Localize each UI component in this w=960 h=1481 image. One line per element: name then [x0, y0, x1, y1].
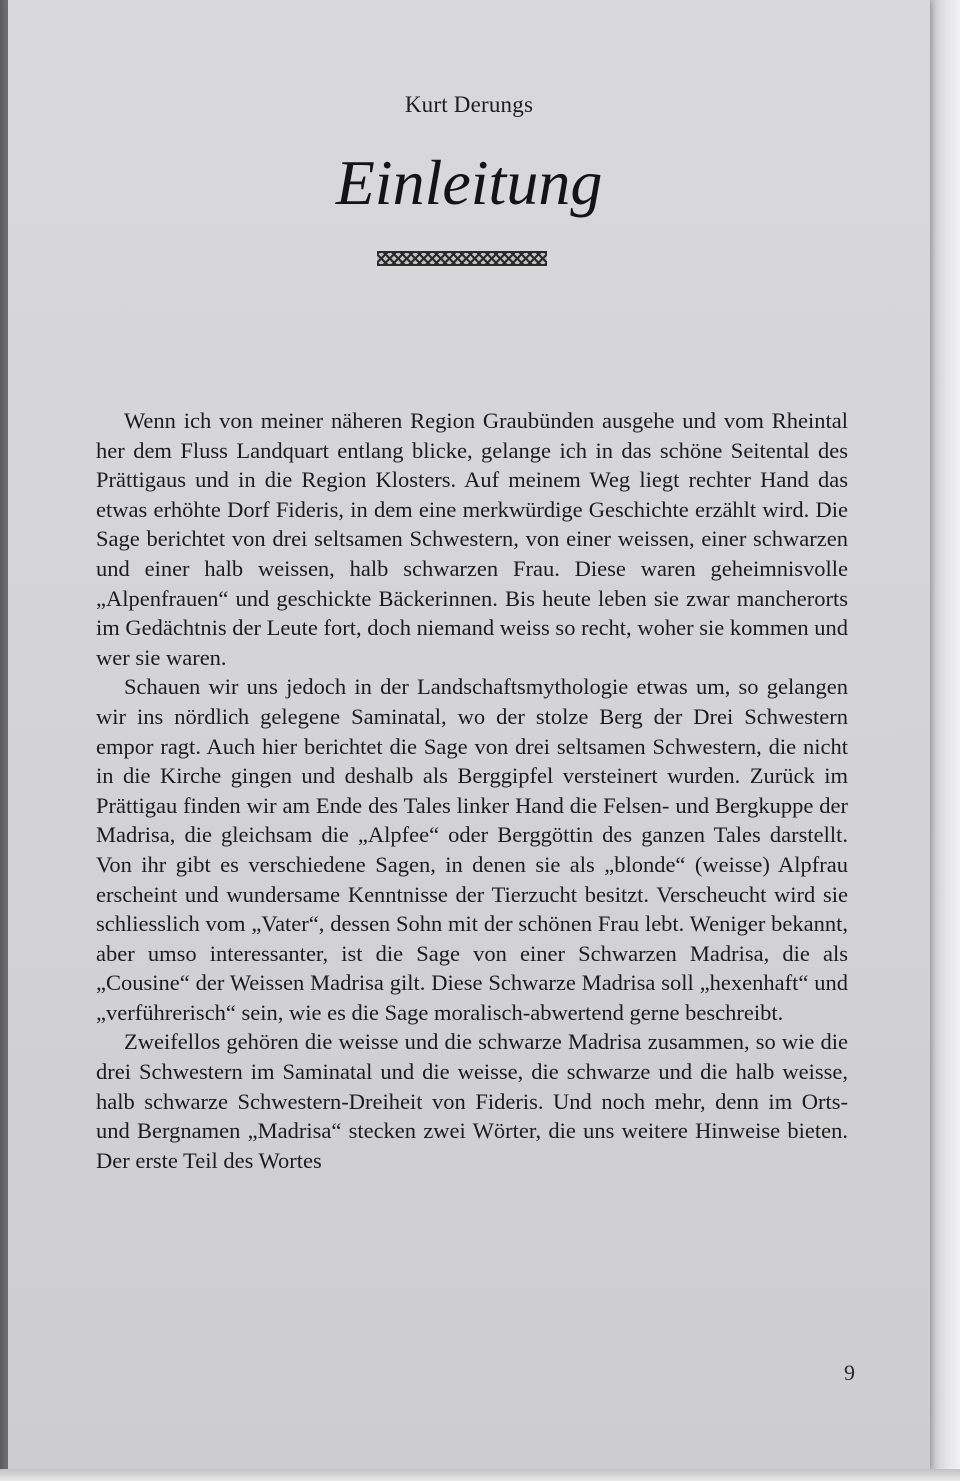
paragraph: Schauen wir uns jedoch in der Landschaftsmythologie etwas um, so gelangen wir ins nördlich gelegene Saminatal, wo der stolze Berg der Drei Schwestern empor ragt. Auch hier berichtet die Sage von drei seltsamen Schwestern, die nicht in die Kirche gingen und deshalb als Berggipfel versteinert wurden. Zurück im Prättigau finden wir am Ende des Tales linker Hand die Felsen- und Bergkuppe der Madrisa, die gleichsam die „Alpfee“ oder Berggöttin des ganzen Tales darstellt. Von ihr gibt es verschiedene Sagen, in denen sie als „blonde“ (weisse) Alpfrau erscheint und wundersame Kenntnisse der Tierzucht besitzt. Verscheucht wird sie schliesslich vom „Vater“, dessen Sohn mit der schönen Frau lebt. Weniger bekannt, aber umso interessanter, ist die Sage von einer Schwarzen Madrisa, die als „Cousine“ der Weissen Madrisa gilt. Diese Schwarze Madrisa soll „hexenhaft“ und „verführerisch“ sein, wie es die Sage moralisch-abwertend gerne beschreibt. — [96, 674, 848, 1025]
paragraph: Wenn ich von meiner näheren Region Graubünden ausgehe und vom Rheintal her dem Fluss Landquart entlang blicke, gelange ich in das schöne Seitental des Prättigaus und in die Region Klosters. Auf meinem Weg liegt rechter Hand das etwas erhöhte Dorf Fideris, in dem eine merkwürdige Geschichte erzählt wird. Die Sage berichtet von drei seltsamen Schwestern, von einer weissen, einer schwarzen und einer halb weissen, halb schwarzen Frau. Diese waren geheimnisvolle „Alpenfrauen“ und geschickte Bäckerinnen. Bis heute leben sie zwar mancherorts im Gedächtnis der Leute fort, doch niemand weiss so recht, woher sie kommen und wer sie waren. — [96, 408, 848, 670]
chapter-title: Einleitung — [335, 147, 603, 218]
body-text — [96, 406, 848, 1175]
page-bottom-edge — [0, 1469, 960, 1481]
ornament-divider — [377, 251, 547, 266]
page-number: 9 — [844, 1360, 855, 1385]
paragraph: Zweifellos gehören die weisse und die schwarze Madrisa zusammen, so wie die drei Schwestern im Saminatal und die weisse, die schwarze und die halb weisse, halb schwarze Schwestern-Dreiheit von Fideris. Und noch mehr, denn im Orts- und Bergnamen „Madrisa“ stecken zwei Wörter, die uns weitere Hinweise bieten. Der erste Teil des Wortes — [96, 1029, 848, 1173]
book-page — [8, 0, 930, 1470]
author-name: Kurt Derungs — [404, 92, 534, 117]
page-stack-edge — [930, 0, 960, 1481]
